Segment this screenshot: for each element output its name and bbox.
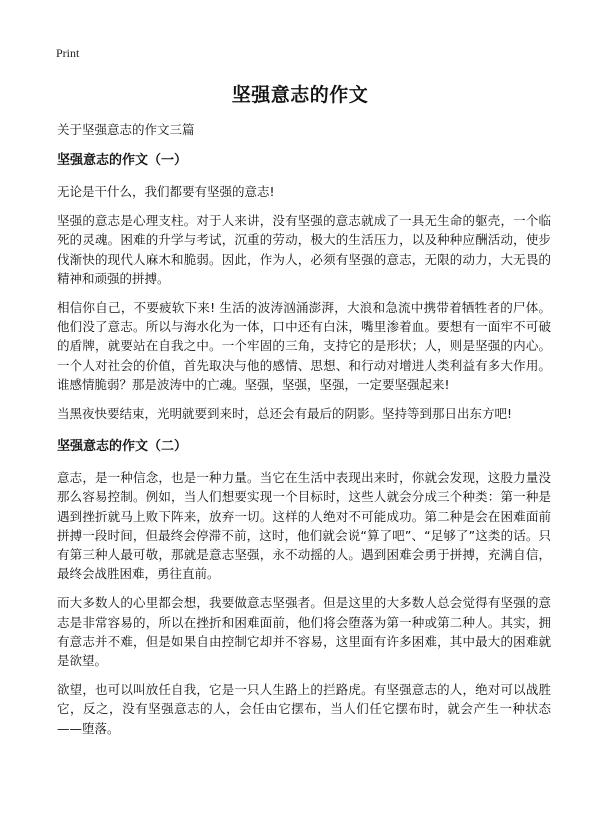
paragraph: 坚强的意志是心理支柱。对于人来讲，没有坚强的意志就成了一具无生命的躯壳，一个临死的灵魂。困难的升学与考试，沉重的劳动，极大的生活压力，以及种种应酬活动，使步伐渐快的现代人麻木和脆弱。因此，作为人，必须有坚强的意志，无限的动力，大无畏的精神和顽强的拼搏。 <box>57 213 551 286</box>
print-link[interactable]: Print <box>56 46 80 60</box>
section-heading: 坚强意志的作文（二） <box>57 439 188 455</box>
paragraph: 意志，是一种信念，也是一种力量。当它在生活中表现出来时，你就会发现，这股力量没那么容易控制。例如，当人们想要实现一个目标时，这些人就会分成三个种类：第一种是遇到挫折就马上败下阵来，放弃一切。这样的人绝对不可能成功。第二种是会在困难面前拼搏一段时间，但最终会停滞不前，这时，他们就会说“算了吧”、“足够了”这类的话。只有第三种人最可敬，那就是意志坚强，永不动摇的人。遇到困难会勇于拼搏，充满自信，最终会战胜困难，勇往直前。 <box>57 470 551 582</box>
paragraph: 而大多数人的心里都会想，我要做意志坚强者。但是这里的大多数人总会觉得有坚强的意志是非常容易的，所以在挫折和困难面前，他们将会堕落为第一种或第二种人。其实，拥有意志并不难，但是如果自由控制它却并不容易，这里面有许多困难，其中最大的困难就是欲望。 <box>57 595 551 669</box>
section-1 <box>57 151 551 423</box>
section-2 <box>57 437 551 738</box>
paragraph: 相信你自己，不要疲软下来! 生活的波涛汹涌澎湃，大浪和急流中携带着牺牲者的尸体。他们没了意志。所以与海水化为一体，口中还有白沫，嘴里渗着血。要想有一面牢不可破的盾牌，就要站在自我之中。一个牢固的三角，支持它的是形状；人，则是坚强的内心。一个人对社会的价值，首先取决与他的感情、思想、和行动对增进人类利益有多大作用。谁感情脆弱？那是波涛中的亡魂。坚强，坚强，坚强，一定要坚强起来! <box>57 300 551 392</box>
paragraph: 当黑夜快要结束，光明就要到来时，总还会有最后的阴影。坚持等到那日出东方吧! <box>57 406 513 422</box>
paragraph: 欲望，也可以叫放任自我，它是一只人生路上的拦路虎。有坚强意志的人，绝对可以战胜它，反之，没有坚强意志的人，会任由它摆布，当人们任它摆布时，就会产生一种状态——堕落。 <box>57 682 551 736</box>
article-subtitle: 关于坚强意志的作文三篇 <box>57 122 195 137</box>
page-title: 坚强意志的作文 <box>231 84 369 106</box>
section-heading: 坚强意志的作文（一） <box>57 153 188 168</box>
article-body <box>57 120 551 748</box>
paragraph: 无论是干什么，我们都要有坚强的意志! <box>57 184 275 199</box>
